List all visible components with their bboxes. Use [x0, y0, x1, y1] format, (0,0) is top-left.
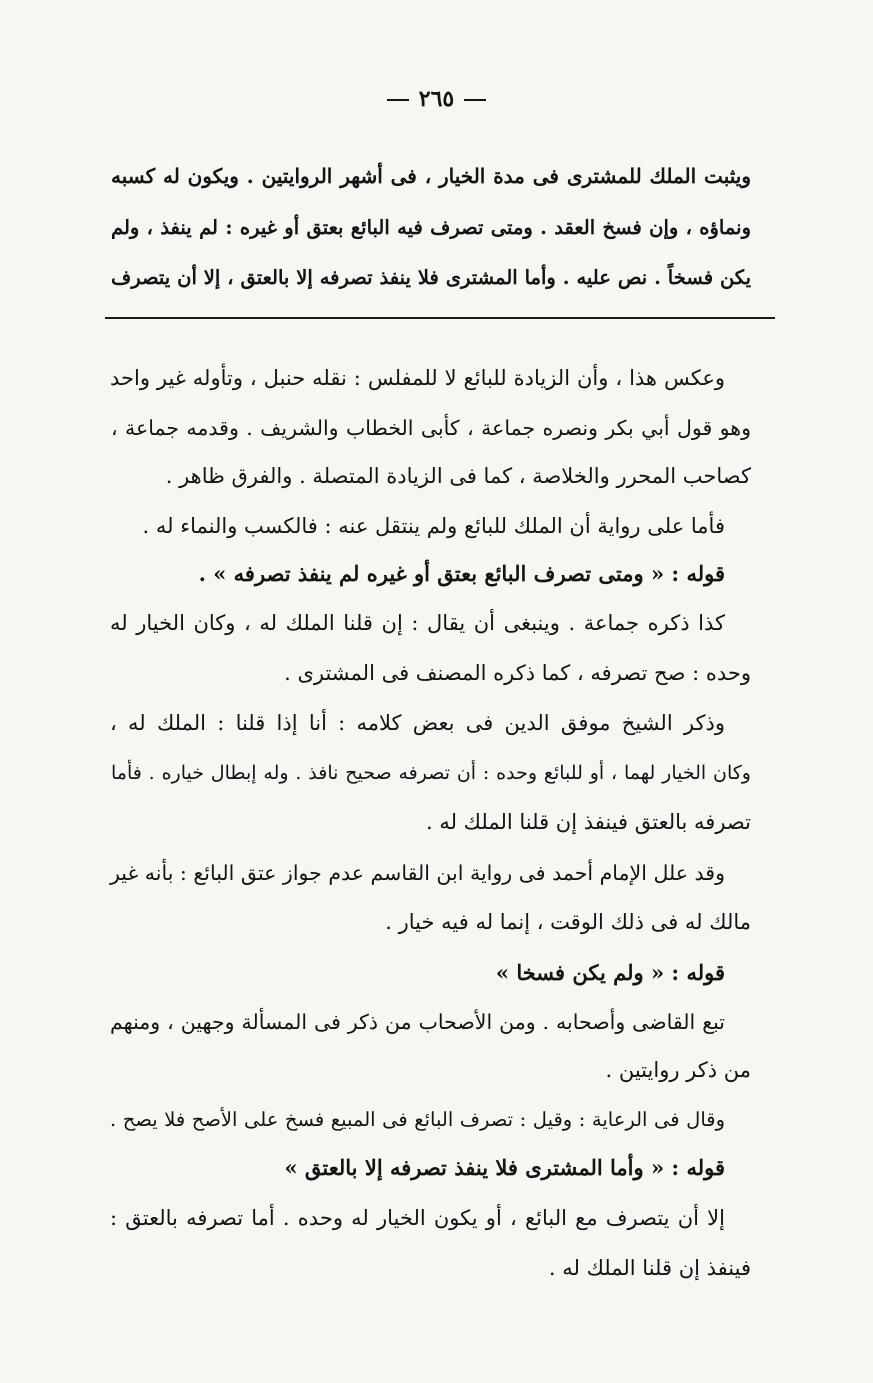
- commentary-line: وقال فى الرعاية : وقيل : تصرف البائع فى المبيع فسخ على الأصح فلا يصح .: [110, 1108, 725, 1131]
- commentary-line: وهو قول أبي بكر ونصره جماعة ، كأبى الخطاب والشريف . وقدمه جماعة ،: [111, 416, 751, 440]
- quote-heading: قوله : « ولم يكن فسخا »: [495, 960, 725, 985]
- commentary-line: كصاحب المحرر والخلاصة ، كما فى الزيادة المتصلة . والفرق ظاهر .: [165, 464, 751, 488]
- main-text-line: يكن فسخاً . نص عليه . وأما المشترى فلا ينفذ تصرفه إلا بالعتق ، إلا أن يتصرف: [111, 266, 751, 289]
- commentary-line: فأما على رواية أن الملك للبائع ولم ينتقل عنه : فالكسب والنماء له .: [142, 514, 725, 538]
- dash-right: [464, 99, 486, 101]
- page-number-text: ٢٦٥: [418, 86, 455, 112]
- commentary-line: من ذكر روايتين .: [605, 1058, 751, 1082]
- page-number: [0, 86, 873, 112]
- commentary-line: وحده : صح تصرفه ، كما ذكره المصنف فى المشترى .: [284, 661, 751, 685]
- commentary-line: مالك له فى ذلك الوقت ، إنما له فيه خيار .: [385, 910, 751, 934]
- dash-left: [387, 99, 409, 101]
- commentary-line: فينفذ إن قلنا الملك له .: [548, 1256, 751, 1280]
- commentary-line: كذا ذكره جماعة . وينبغى أن يقال : إن قلنا الملك له ، وكان الخيار له: [110, 611, 725, 635]
- commentary-line: تبع القاضى وأصحابه . ومن الأصحاب من ذكر فى المسألة وجهين ، ومنهم: [110, 1010, 725, 1034]
- commentary-line: إلا أن يتصرف مع البائع ، أو يكون الخيار له وحده . أما تصرفه بالعتق :: [110, 1206, 725, 1230]
- commentary-line: تصرفه بالعتق فينفذ إن قلنا الملك له .: [426, 810, 751, 834]
- separator-rule: [105, 317, 775, 319]
- quote-heading: قوله : « ومتى تصرف البائع بعتق أو غيره لم ينفذ تصرفه » .: [198, 561, 725, 586]
- commentary-line: وذكر الشيخ موفق الدين فى بعض كلامه : أنا إذا قلنا : الملك له ،: [110, 711, 725, 735]
- commentary-line: وعكس هذا ، وأن الزيادة للبائع لا للمفلس : نقله حنبل ، وتأوله غير واحد: [110, 366, 725, 390]
- quote-heading: قوله : « وأما المشترى فلا ينفذ تصرفه إلا بالعتق »: [284, 1155, 725, 1180]
- main-text-line: ونماؤه ، وإن فسخ العقد . ومتى تصرف فيه البائع بعتق أو غيره : لم ينفذ ، ولم: [111, 216, 751, 239]
- commentary-line: وقد علل الإمام أحمد فى رواية ابن القاسم عدم جواز عتق البائع : بأنه غير: [110, 861, 725, 885]
- commentary-line: وكان الخيار لهما ، أو للبائع وحده : أن تصرفه صحيح نافذ . وله إبطال خياره . فأما: [111, 762, 751, 784]
- main-text-line: ويثبت الملك للمشترى فى مدة الخيار ، فى أشهر الروايتين . ويكون له كسبه: [111, 164, 751, 188]
